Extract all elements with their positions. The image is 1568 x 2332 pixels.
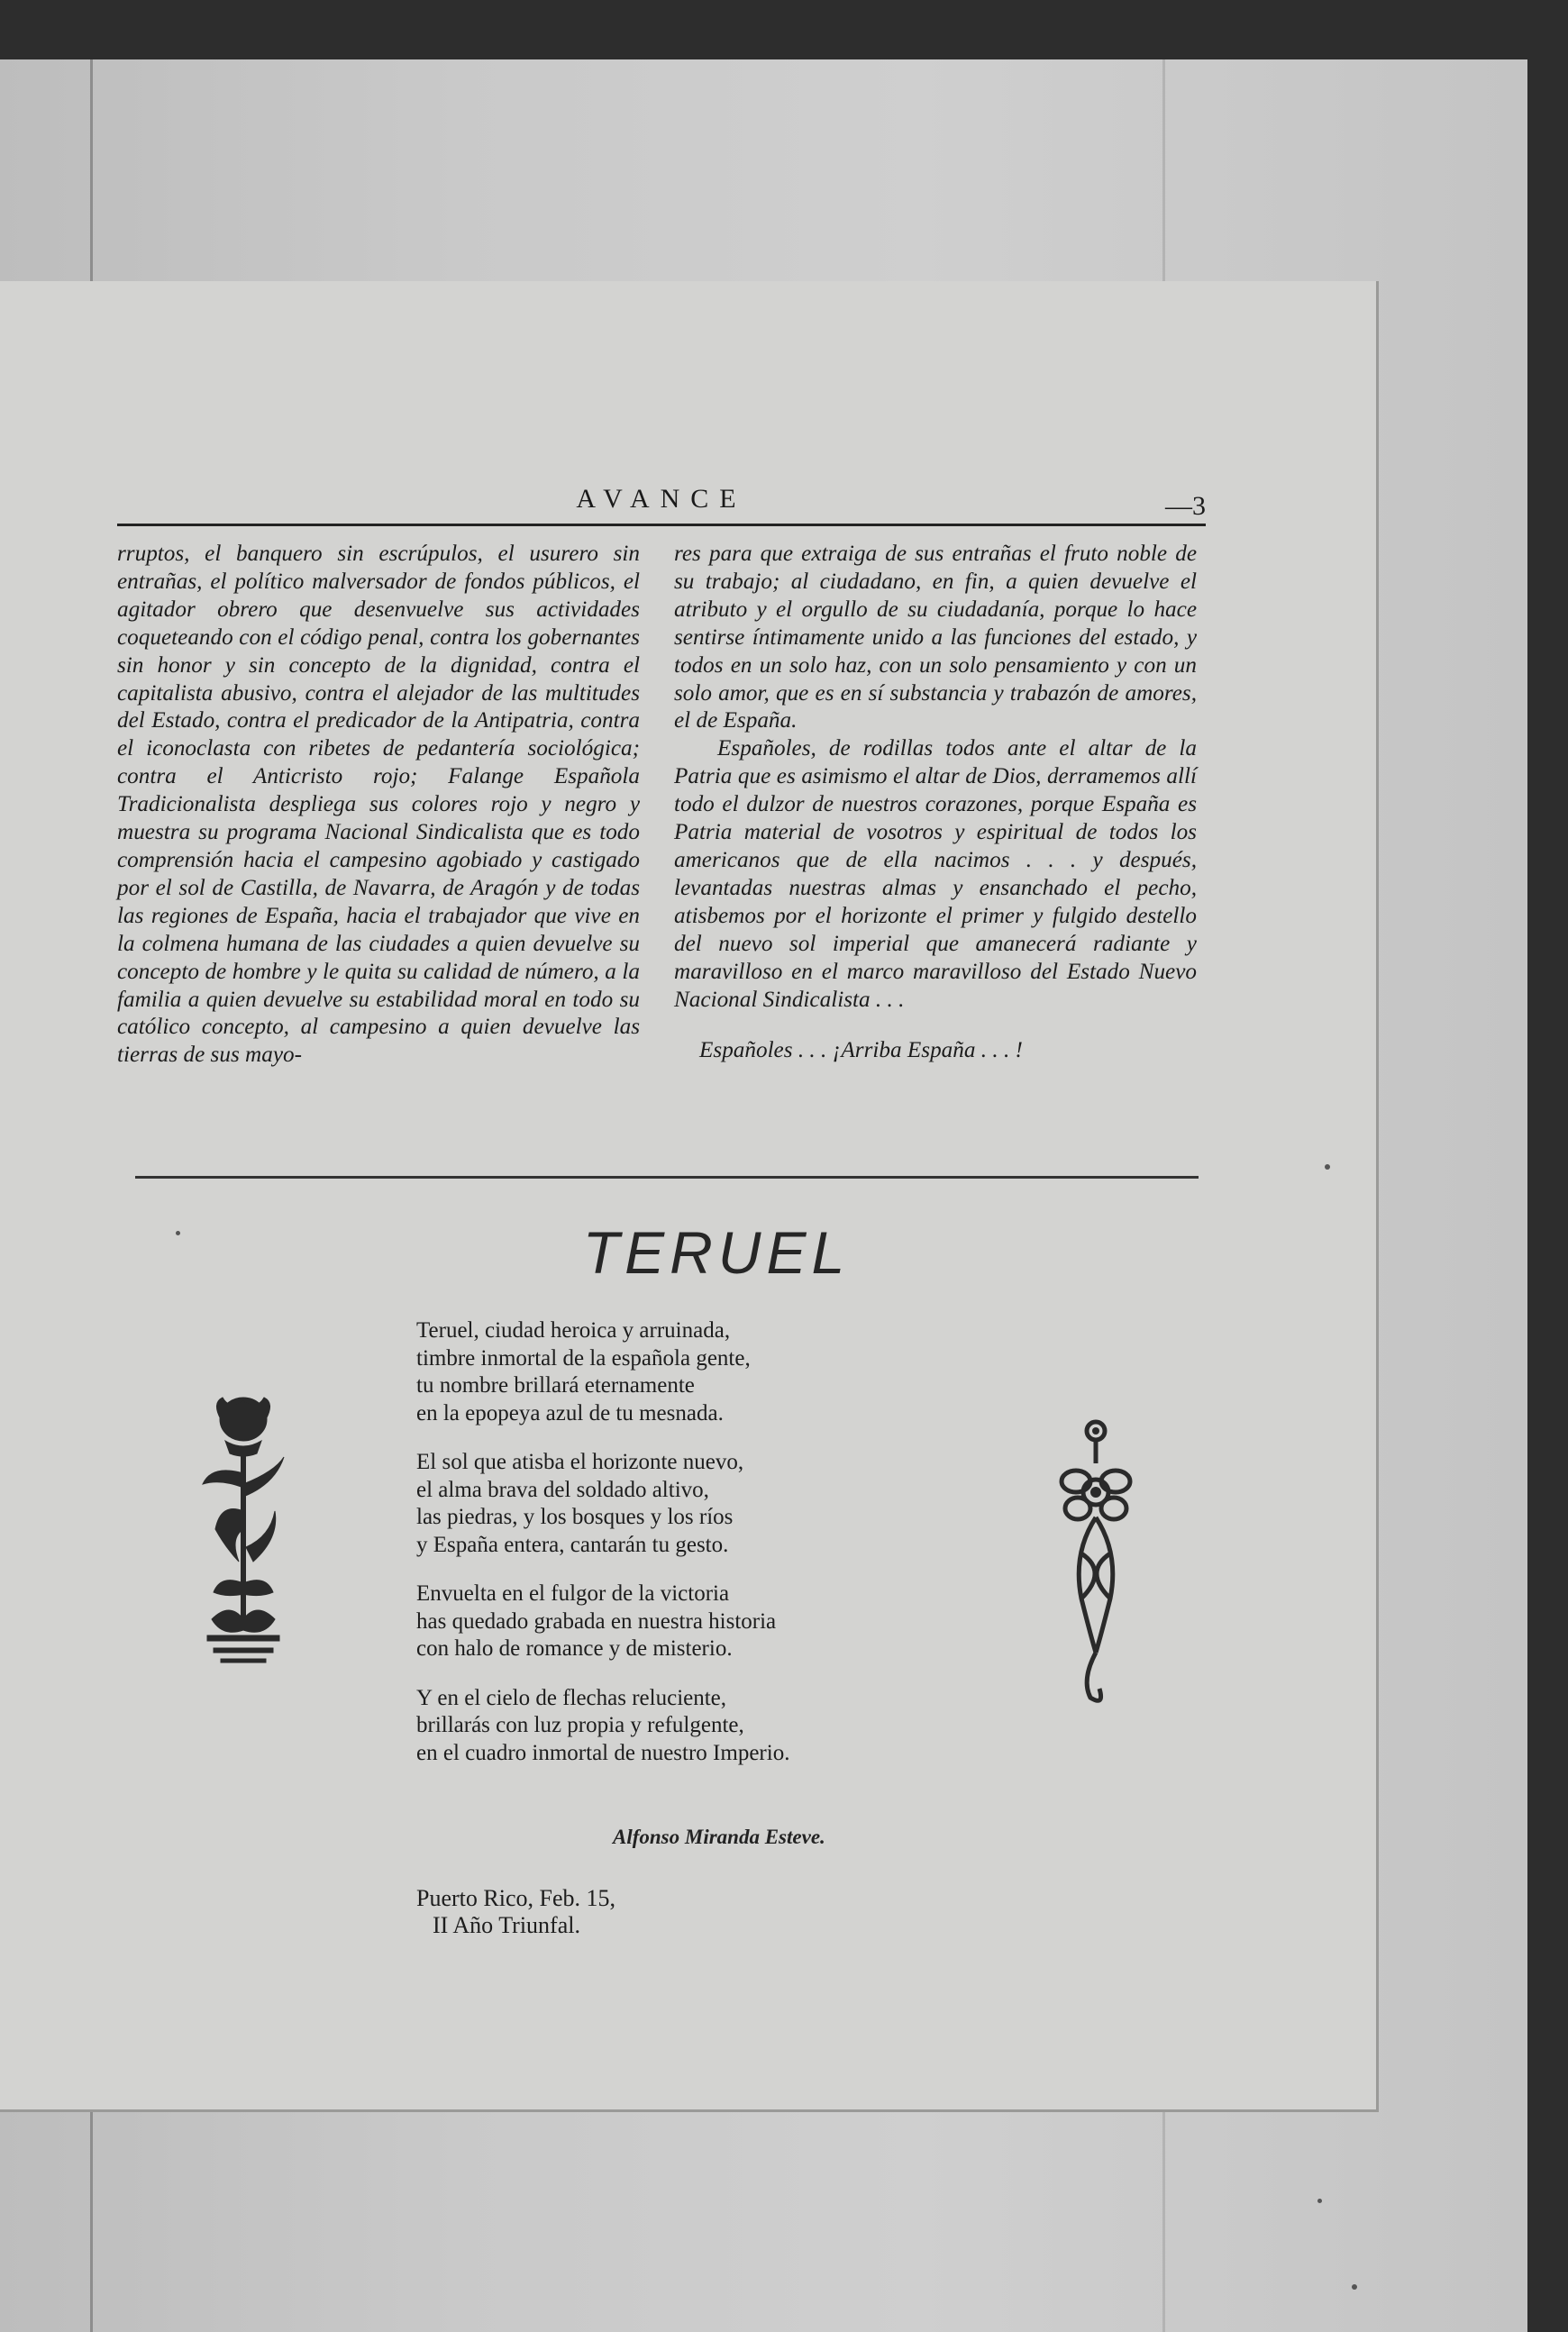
- article-paragraph: rruptos, el banquero sin escrúpulos, el usurero sin entrañas, el político malversador de fondos públicos, el agitador obrero que desenvuelve sus actividades coqueteando con el código penal, contra los gobernantes sin honor y sin concepto de la dignidad, contra el capitalista abusivo, contra el alejador de las multitudes del Estado, contra el predicador de la Antipatria, contra el iconoclasta con ribetes de pedantería sociológica; contra el Anticristo rojo; Falange Española Tradicionalista despliega sus colores rojo y negro y muestra su programa Nacional Sindicalista que es todo comprensión hacia el campesino agobiado y castigado por el sol de Castilla, de Navarra, de Aragón y de todas las regiones de España, hacia el trabajador que vive en la colmena humana de las ciudades a quien devuelve su concepto de hombre y le quita su calidad de número, a la familia a quien devuelve su estabilidad moral en todo su católico concepto, al campesino a quien devuelve las tierras de sus mayo-: [117, 542, 640, 1068]
- poem-line: brillarás con luz propia y refulgente,: [416, 1713, 744, 1737]
- poem-line: y España entera, cantarán tu gesto.: [416, 1532, 729, 1557]
- poem-line: en el cuadro inmortal de nuestro Imperio.: [416, 1740, 790, 1765]
- poem-line: tu nombre brillará eternamente: [416, 1373, 695, 1398]
- article-right-column: [674, 541, 1197, 1065]
- scan-speck: [1352, 2284, 1357, 2290]
- poem-line: El sol que atisba el horizonte nuevo,: [416, 1450, 744, 1474]
- poem-line: el alma brava del soldado altivo,: [416, 1477, 709, 1502]
- art-nouveau-flower-ornament: [1054, 1418, 1135, 1716]
- poem-title: TERUEL: [582, 1219, 851, 1286]
- poem-line: en la epopeya azul de tu mesnada.: [416, 1400, 724, 1426]
- poem-line: Envuelta en el fulgor de la victoria: [416, 1581, 730, 1606]
- poem-line: las piedras, y los bosques y los ríos: [416, 1505, 734, 1529]
- poem-author: Alfonso Miranda Esteve.: [613, 1826, 825, 1848]
- dateline-place: Puerto Rico, Feb. 15,: [416, 1885, 615, 1911]
- poem-stanza: [416, 1685, 921, 1768]
- article-paragraph: Españoles, de rodillas todos ante el altar de la Patria que es asimismo el altar de Dios, derramemos allí todo el dulzor de nuestros corazones, porque España es Patria material de vosotros y espiritual de todos los americanos que de ella nacimos . . . y después, levantadas nuestras almas y ensanchado el pecho, atisbemos por el horizonte el primer y fulgido destello del nuevo sol imperial que amanecerá radiante y maravilloso en el marco maravilloso del Estado Nuevo Nacional Sindicalista . . .: [674, 736, 1197, 1012]
- page-header: [117, 484, 1206, 526]
- section-divider: [135, 1176, 1199, 1179]
- poem-stanza: [416, 1317, 921, 1427]
- scan-speck: [1317, 2199, 1322, 2203]
- poem-line: timbre inmortal de la española gente,: [416, 1345, 751, 1371]
- poem-line: has quedado grabada en nuestra historia: [416, 1608, 777, 1634]
- poem-stanza: [416, 1580, 921, 1663]
- poem-line: Teruel, ciudad heroica y arruinada,: [416, 1318, 731, 1343]
- poem-dateline: [416, 1885, 615, 1939]
- poem-line: Y en el cielo de flechas reluciente,: [416, 1685, 727, 1710]
- thistle-flower-ornament: [194, 1394, 293, 1682]
- article-paragraph: res para que extraiga de sus entrañas el fruto noble de su trabajo; al ciudadano, en fin, a quien devuelve el atributo y el orgullo de su ciudadanía, porque lo hace sentirse íntimamente unido a las funciones del estado, y todos en un solo haz, con un solo pensamiento y con un solo amor, que es en sí substancia y trabazón de amores, el de España.: [674, 542, 1197, 733]
- dateline-year: II Año Triunfal.: [433, 1912, 580, 1938]
- poem-body: [416, 1317, 921, 1789]
- magazine-page: [0, 281, 1379, 2112]
- page-number: —3: [1165, 491, 1206, 521]
- article-left-column: [117, 541, 640, 1070]
- poem-line: con halo de romance y de misterio.: [416, 1636, 733, 1661]
- article-signoff: Españoles . . . ¡Arriba España . . . !: [699, 1038, 1023, 1063]
- scan-speck: [1325, 1164, 1330, 1170]
- scan-speck: [176, 1231, 180, 1235]
- poem-stanza: [416, 1449, 921, 1559]
- masthead-title: AVANCE: [576, 484, 747, 514]
